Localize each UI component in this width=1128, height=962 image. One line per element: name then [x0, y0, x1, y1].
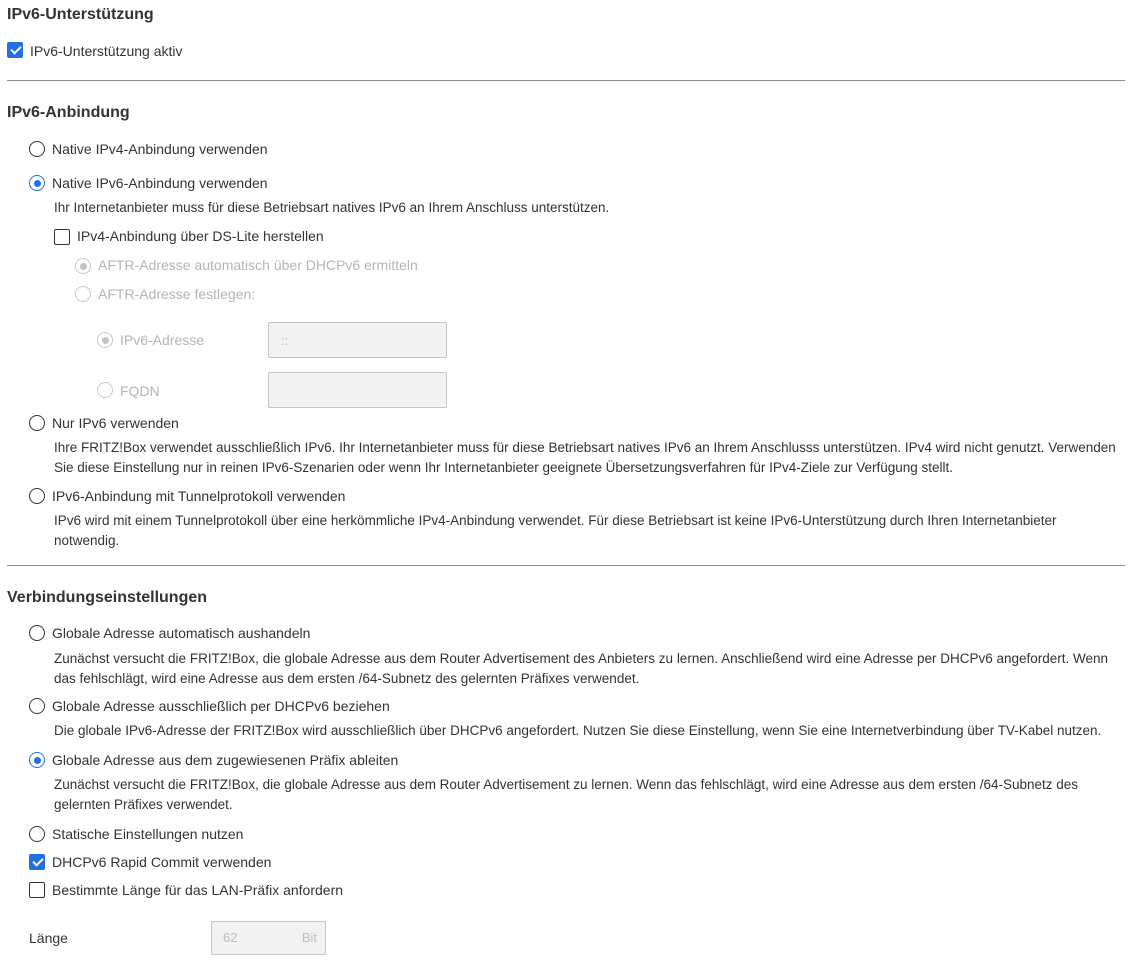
radio-static[interactable]: [29, 826, 45, 842]
radio-ipv6-address[interactable]: [97, 332, 113, 348]
ipv6-address-label[interactable]: IPv6-Adresse: [120, 332, 205, 348]
radio-native-ipv6[interactable]: [29, 175, 45, 191]
global-dhcpv6-description: Die globale IPv6-Adresse der FRITZ!Box wird ausschließlich über DHCPv6 angefordert. Nutzen Sie diese Einstellung, wenn Sie eine Internetverbindung über TV-Kabel nutzen.: [54, 723, 1102, 738]
radio-aftr-fixed[interactable]: [75, 286, 91, 302]
radio-global-dhcpv6[interactable]: [29, 698, 45, 714]
length-input[interactable]: [211, 921, 326, 955]
static-label[interactable]: Statische Einstellungen nutzen: [52, 826, 244, 842]
length-label: Länge: [29, 930, 68, 946]
global-auto-description: Zunächst versucht die FRITZ!Box, die globale Adresse aus dem Router Advertisement des Anbieters zu lernen. Anschließend wird eine Adresse per DHCPv6 angefordert. Wenn das fehlschlägt, wird eine Adresse aus dem ersten /64-Subnetz des gelernten Präfixes verwendet.: [54, 651, 1109, 686]
radio-global-prefix[interactable]: [29, 752, 45, 768]
lan-prefix-label[interactable]: Bestimmte Länge für das LAN-Präfix anfordern: [52, 882, 344, 898]
fqdn-label[interactable]: FQDN: [120, 383, 160, 399]
length-unit: Bit: [301, 930, 317, 945]
radio-global-auto[interactable]: [29, 625, 45, 641]
global-prefix-label[interactable]: Globale Adresse aus dem zugewiesenen Präfix ableiten: [52, 752, 399, 768]
rapid-commit-checkbox[interactable]: [29, 854, 45, 870]
aftr-fixed-label[interactable]: AFTR-Adresse festlegen:: [98, 286, 256, 302]
ipv6-support-checkbox[interactable]: [7, 42, 23, 58]
radio-native-ipv4[interactable]: [29, 141, 45, 157]
section-title-ipv6-binding: IPv6-Anbindung: [7, 104, 130, 121]
ipv6-support-label[interactable]: IPv6-Unterstützung aktiv: [30, 43, 183, 59]
tunnel-description: IPv6 wird mit einem Tunnelprotokoll über eine herkömmliche IPv4-Anbindung verwendet. Für diese Betriebsart ist keine IPv6-Unterstützung durch Ihren Internetanbieter notwendig.: [54, 513, 1057, 548]
radio-fqdn[interactable]: [97, 382, 113, 398]
radio-only-ipv6[interactable]: [29, 415, 45, 431]
native-ipv4-label[interactable]: Native IPv4-Anbindung verwenden: [52, 141, 268, 157]
lan-prefix-checkbox[interactable]: [29, 882, 45, 898]
divider: [7, 80, 1125, 81]
radio-aftr-auto[interactable]: [75, 258, 91, 274]
section-title-connection-settings: Verbindungseinstellungen: [7, 589, 208, 606]
section-title-ipv6-support: IPv6-Unterstützung: [7, 6, 154, 23]
ipv6-address-input[interactable]: ::: [268, 322, 447, 358]
dslite-checkbox[interactable]: [54, 229, 70, 245]
native-ipv6-description: Ihr Internetanbieter muss für diese Betriebsart natives IPv6 an Ihrem Anschluss unterstützen.: [54, 200, 610, 215]
length-value: 62: [223, 930, 238, 945]
tunnel-label[interactable]: IPv6-Anbindung mit Tunnelprotokoll verwenden: [52, 488, 346, 504]
radio-tunnel[interactable]: [29, 488, 45, 504]
rapid-commit-label[interactable]: DHCPv6 Rapid Commit verwenden: [52, 854, 272, 870]
native-ipv6-label[interactable]: Native IPv6-Anbindung verwenden: [52, 175, 268, 191]
aftr-auto-label[interactable]: AFTR-Adresse automatisch über DHCPv6 ermitteln: [98, 257, 418, 273]
only-ipv6-label[interactable]: Nur IPv6 verwenden: [52, 415, 179, 431]
only-ipv6-description: Ihre FRITZ!Box verwendet ausschließlich IPv6. Ihr Internetanbieter muss für diese Betriebsart natives IPv6 an Ihrem Anschlusss unterstützen. IPv4 wird nicht genutzt. Verwenden Sie diese Einstellung nur in reinen IPv6-Szenarien oder wenn Ihr Internetanbieter geeignete Übersetzungsverfahren für IPv4-Ziele zur Verfügung stellt.: [54, 440, 1116, 475]
dslite-label[interactable]: IPv4-Anbindung über DS-Lite herstellen: [77, 228, 324, 244]
global-dhcpv6-label[interactable]: Globale Adresse ausschließlich per DHCPv6 beziehen: [52, 698, 390, 714]
global-auto-label[interactable]: Globale Adresse automatisch aushandeln: [52, 625, 311, 641]
divider: [7, 565, 1125, 566]
global-prefix-description: Zunächst versucht die FRITZ!Box, die globale Adresse aus dem Router Advertisement zu lernen. Wenn das fehlschlägt, wird eine Adresse aus dem ersten /64-Subnetz des gelernten Präfixes verwendet.: [54, 777, 1079, 812]
fqdn-input[interactable]: [268, 372, 447, 408]
